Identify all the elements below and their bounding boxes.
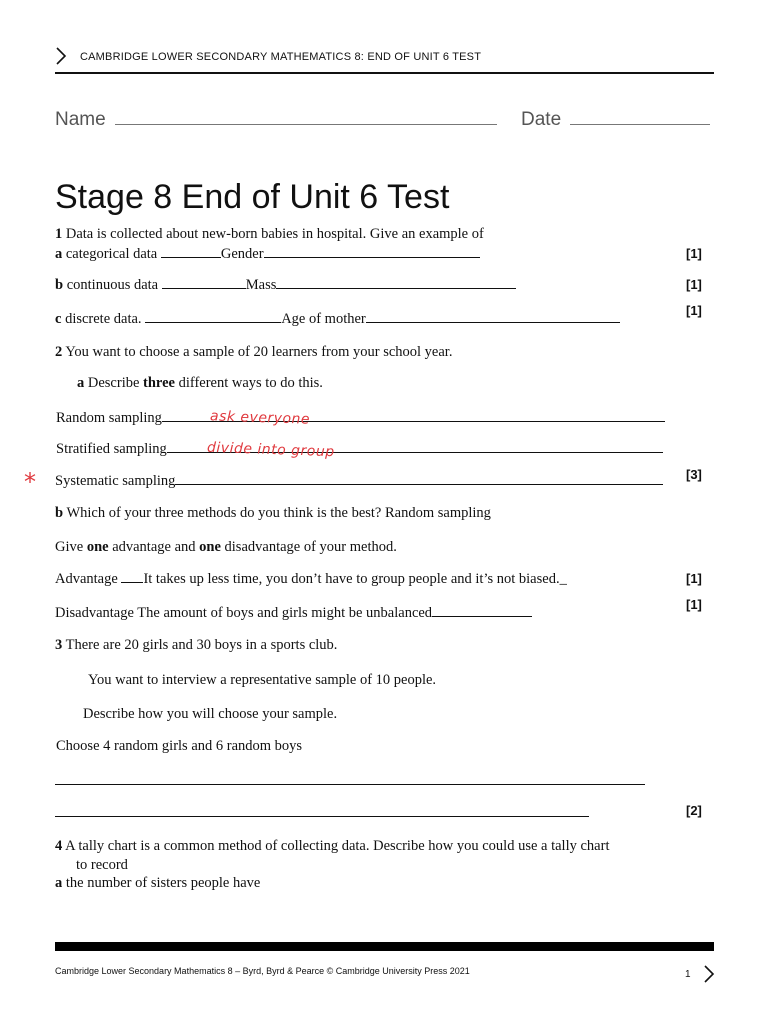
- q1a-letter: a: [55, 246, 63, 262]
- name-field[interactable]: [55, 108, 497, 131]
- give-mid: advantage and: [112, 539, 196, 555]
- blank-line: [432, 604, 532, 617]
- systematic-sampling-label: Systematic sampling: [55, 473, 176, 489]
- q1-prompt-text: Data is collected about new-born babies in hospital. Give an example of: [65, 226, 484, 242]
- q4-prompt: [55, 838, 609, 855]
- name-line: [115, 108, 497, 125]
- q1c-row: [55, 310, 620, 328]
- mark-q3: [2]: [686, 803, 702, 818]
- blank-line: [145, 310, 281, 323]
- q1b-answer: Mass: [245, 277, 277, 293]
- q1-number: 1: [55, 226, 63, 242]
- q4-prompt-2: to record: [76, 857, 128, 873]
- stratified-sampling-label: Stratified sampling: [56, 441, 167, 457]
- mark-q1c: [1]: [686, 303, 702, 318]
- name-label: Name: [55, 109, 106, 130]
- stratified-sampling-handwriting: divide into group: [206, 439, 335, 461]
- page-number: 1: [685, 969, 691, 980]
- q2a-text-pre: Describe: [87, 375, 140, 391]
- q1b-text: continuous data: [66, 277, 159, 293]
- next-page-chevron-icon[interactable]: [703, 964, 715, 984]
- mark-q2a: [3]: [686, 467, 702, 482]
- chevron-right-icon: [55, 46, 67, 66]
- advantage-row: [55, 570, 567, 588]
- stratified-sampling-row: [56, 439, 663, 461]
- q3-number: 3: [55, 637, 63, 653]
- q2b-letter: b: [55, 505, 64, 521]
- blank-line: [366, 310, 620, 323]
- answer-line: [55, 784, 645, 785]
- give-pre: Give: [55, 539, 84, 555]
- q1a-text: categorical data: [65, 246, 158, 262]
- footer-credit: Cambridge Lower Secondary Mathematics 8 – Byrd, Byrd & Pearce © Cambridge University Press 2021: [55, 966, 470, 976]
- q1c-answer: Age of mother: [281, 311, 366, 327]
- mark-q1b: [1]: [686, 277, 702, 292]
- date-field[interactable]: [521, 108, 710, 131]
- q1a-answer: Gender: [220, 246, 264, 262]
- date-line: [570, 108, 710, 125]
- header-rule: [55, 72, 714, 74]
- footer-rule: [55, 942, 714, 951]
- q4a-letter: a: [55, 875, 63, 891]
- q2-prompt-text: You want to choose a sample of 20 learners from your school year.: [65, 344, 453, 360]
- q2a-letter: a: [77, 375, 85, 391]
- q1a-row: [55, 245, 480, 263]
- advantage-trail: _: [559, 571, 567, 587]
- systematic-sampling-row: [55, 472, 663, 490]
- give-post: disadvantage of your method.: [224, 539, 397, 555]
- q4-number: 4: [55, 838, 63, 854]
- blank-line: [162, 276, 246, 289]
- date-label: Date: [521, 109, 562, 130]
- q1b-row: [55, 276, 516, 294]
- q3-prompt: [55, 637, 337, 654]
- q4-prompt-text: A tally chart is a common method of collecting data. Describe how you could use a tally chart: [65, 838, 610, 854]
- q3-line3: Describe how you will choose your sample.: [83, 706, 338, 722]
- answer-line: [55, 816, 589, 817]
- advantage-answer: It takes up less time, you don’t have to group people and it’s not biased.: [143, 571, 560, 587]
- q3-answer: Choose 4 random girls and 6 random boys: [56, 738, 303, 754]
- advantage-label: Advantage: [55, 571, 118, 587]
- q3-line2: You want to interview a representative sample of 10 people.: [88, 672, 437, 688]
- q1-prompt: [55, 226, 484, 243]
- blank-line: [264, 245, 480, 258]
- q2-number: 2: [55, 344, 63, 360]
- q1b-letter: b: [55, 277, 64, 293]
- q4a-row: [55, 875, 260, 892]
- give-one-2: one: [199, 539, 221, 555]
- disadvantage-answer: The amount of boys and girls might be unbalanced: [137, 605, 433, 621]
- header-title: CAMBRIDGE LOWER SECONDARY MATHEMATICS 8: END OF UNIT 6 TEST: [80, 51, 482, 63]
- q3-prompt-text: There are 20 girls and 30 boys in a sports club.: [65, 637, 338, 653]
- random-sampling-row: [56, 409, 665, 427]
- random-sampling-label: Random sampling: [56, 410, 162, 426]
- q2a-text-post: different ways to do this.: [178, 375, 323, 391]
- q2b-text: Which of your three methods do you think is the best? Random sampling: [66, 505, 491, 521]
- blank-line: [276, 276, 516, 289]
- random-sampling-handwriting: ask everyone: [209, 408, 311, 428]
- q2-prompt: [55, 344, 452, 361]
- mark-q1a: [1]: [686, 246, 702, 261]
- page-title: Stage 8 End of Unit 6 Test: [55, 178, 450, 216]
- q1c-letter: c: [55, 311, 62, 327]
- asterisk-icon: *: [24, 468, 36, 496]
- q4a-text: the number of sisters people have: [65, 875, 261, 891]
- mark-advantage: [1]: [686, 571, 702, 586]
- blank-line: [175, 472, 663, 485]
- disadvantage-row: [55, 604, 532, 622]
- q2a-text-bold: three: [143, 375, 175, 391]
- q2b-instruction: [55, 539, 397, 556]
- blank-line: [121, 570, 143, 583]
- q2a-prompt: [77, 375, 323, 392]
- mark-disadvantage: [1]: [686, 597, 702, 612]
- disadvantage-label: Disadvantage: [55, 605, 134, 621]
- q1c-text: discrete data.: [65, 311, 142, 327]
- blank-line: [161, 245, 221, 258]
- q2b-prompt: [55, 505, 491, 522]
- give-one-1: one: [86, 539, 109, 555]
